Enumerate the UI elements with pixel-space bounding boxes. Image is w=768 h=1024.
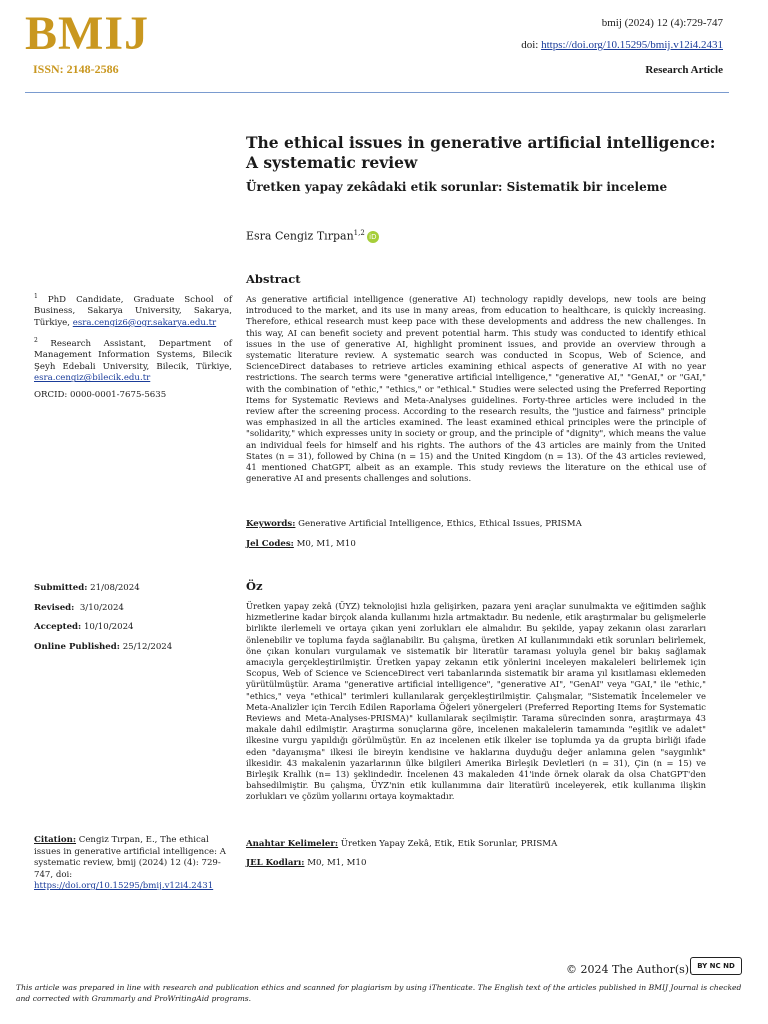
revised-date: [34, 603, 124, 615]
citation-line: bmij (2024) 12 (4):729-747: [601, 17, 723, 29]
revised-value: 3/10/2024: [79, 603, 124, 613]
accepted-label: Accepted:: [34, 622, 82, 632]
footer-note: This article was prepared in line with research and publication ethics and scanned for plagiarism by using iThenticate. The English text of the articles published in BMIJ Journal is checked and corrected with Grammarly and ProWritingAid programs.: [16, 983, 742, 1003]
aff2-text: Research Assistant, Department of Management Information Systems, Bilecik Şeyh Edebali University, Bilecik, Türkiye,: [34, 338, 232, 372]
affiliation-1: [34, 291, 232, 329]
author-name: Esra Cengiz Tırpan: [246, 229, 354, 243]
jel-label: Jel Codes:: [246, 539, 294, 549]
revised-label: Revised:: [34, 603, 75, 613]
anahtar-value: Üretken Yapay Zekâ, Etik, Etik Sorunlar, PRISMA: [338, 839, 558, 849]
affiliation-2: [34, 335, 232, 385]
orcid-line: ORCID: 0000-0001-7675-5635: [34, 390, 167, 400]
published-value: 25/12/2024: [122, 642, 173, 652]
aff2-sup: 2: [34, 337, 38, 344]
oz-heading: Öz: [246, 579, 263, 593]
orcid-icon[interactable]: iD: [367, 231, 379, 243]
oz-jel: [246, 858, 366, 868]
abstract-text: As generative artificial intelligence (generative AI) technology rapidly develops, new tools are being introduced to the market, and its use in many areas, from education to healthcare, is quickly increasing. Therefore, ethical research must keep pace with these developments and address the new challenges. In this way, AI can benefit society and prevent potential harm. This study was conducted to identify ethical issues in the use of generative AI, highlight prominent issues, and provide an overview through a systematic literature review. A systematic search was conducted in Scopus, Web of Science, and ScienceDirect databases to retrieve articles examining ethical aspects of generative AI with no year restrictions. The search terms were "generative artificial intelligence," "generative AI," "GenAI," or "GAI," with the combination of "ethic," "ethics," or "ethical." Studies were selected using the Preferred Reporting Items for Systematic Reviews and Meta-Analyses guidelines. Forty-three articles were included in the review after the screening process. According to the research results, the "justice and fairness" principle was emphasized in all the articles examined. The least examined ethical principles were the principle of "solidarity," which expresses unity in society or group, and the principle of "dignity", which means the value an individual feels for himself and his rights. The authors of the 43 articles are mainly from the United States (n = 31), followed by China (n = 15) and the United Kingdom (n = 13). Of the 43 articles reviewed, 41 mentioned ChatGPT, albeit as an example. This study reviews the literature on the ethical use of generative AI and presents challenges and solutions.: [246, 294, 706, 484]
aff1-text: PhD Candidate, Graduate School of Business, Sakarya University, Sakarya, Türkiye,: [34, 294, 233, 328]
aff1-sup: 1: [34, 293, 38, 300]
jel-kodlari-label: JEL Kodları:: [246, 858, 305, 868]
keywords-label: Keywords:: [246, 519, 296, 529]
doi-link[interactable]: https://doi.org/10.15295/bmij.v12i4.2431: [541, 39, 723, 51]
author-sup: 1,2: [353, 229, 365, 237]
oz-text: Üretken yapay zekâ (ÜYZ) teknolojisi hızla gelişirken, pazara yeni araçlar sunulmakta ve eğitimden sağlık hizmetlerine kadar birçok alanda kullanımı hızla artmaktadır. Bu nedenle, etik araştırmalar bu gelişmelerle birlikte ilerlemeli ve ortaya çıkan yeni zorlukları ele almalıdır. Bu şekilde, yapay zekanın olası zararları önlenebilir ve topluma fayda sağlanabilir. Bu çalışma, üretken AI kullanımındaki etik sorunları belirlemek, öne çıkan konuları vurgulamak ve sistematik bir literatür taraması yoluyla genel bir bakış sağlamak amacıyla gerçekleştirilmiştir. Üretken yapay zekanın etik yönlerini inceleyen makaleleri belirlemek için Scopus, Web of Science ve ScienceDirect veri tabanlarında sistematik bir arama yıl kısıtlaması eklemeden yürütülmüştür. Arama "generative artificial intelligence", "generative AI", "GenAI" veya "GAI," ile "ethic," "ethics," veya "ethical" terimleri kullanılarak gerçekleştirilmiştir. Çalışmalar, "Sistematik İncelemeler ve Meta-Analizler için Tercih Edilen Raporlama Öğeleri yönergeleri (Preferred Reporting Items for Systematic Reviews and Meta-Analyses-PRISMA)" kullanılarak seçilmiştir. Tarama sürecinden sonra, araştırmaya 43 makale dahil edilmiştir. Araştırma sonuçlarına göre, incelenen makalelerin tamamında "eşitlik ve adalet" ilkesine vurgu yapıldığı görülmüştür. En az incelenen etik ilkeler ise toplumda ya da grupta birliği ifade eden "dayanışma" ilkesi ile bireyin kendisine ve haklarına duyduğu değer anlamına gelen "saygınlık" ilkesidir. 43 makalenin yazarlarının ülke bilgileri Amerika Birleşik Devletleri (n = 31), Çin (n = 15) ve Birleşik Krallık (n= 13) şeklindedir. İncelenen 43 makaleden 41'inde örnek olarak da olsa ChatGPT'den bahsedilmiştir. Bu çalışma, ÜYZ'nin etik kullanımına dair literatürü inceleyerek, etik kullanıma ilişkin zorlukları ve çözüm yollarını ortaya koymaktadır.: [246, 601, 706, 802]
cc-license-icon[interactable]: [690, 957, 742, 975]
keywords-value: Generative Artificial Intelligence, Ethics, Ethical Issues, PRISMA: [295, 519, 582, 529]
accepted-date: [34, 622, 134, 634]
doi-label: doi:: [521, 39, 542, 51]
article-title: The ethical issues in generative artificial intelligence: A systematic review: [246, 133, 716, 172]
aff1-email-link[interactable]: esra.cengiz6@ogr.sakarya.edu.tr: [72, 317, 217, 328]
jel-kodlari-value: M0, M1, M10: [304, 858, 367, 868]
copyright: © 2024 The Author(s).: [566, 963, 693, 976]
doi-line: [521, 39, 723, 51]
citation-block: [34, 835, 230, 893]
abstract-keywords: [246, 519, 582, 529]
jel-value: M0, M1, M10: [293, 539, 356, 549]
citation-label: Citation:: [34, 835, 77, 845]
accepted-value: 10/10/2024: [83, 622, 134, 632]
issn: ISSN: 2148-2586: [33, 62, 119, 76]
cc-badge-text: BY NC ND: [697, 962, 735, 970]
submitted-value: 21/08/2024: [90, 583, 140, 593]
published-date: [34, 642, 172, 654]
author: [246, 229, 379, 243]
header-rule: [25, 92, 729, 93]
submitted-date: [34, 583, 140, 595]
citation-text: Cengiz Tırpan, E., The ethical issues in generative artificial intelligence: A systematic review, bmij (2024) 12 (4): 729-747, doi:: [34, 835, 226, 880]
anahtar-label: Anahtar Kelimeler:: [246, 839, 339, 849]
abstract-heading: Abstract: [246, 272, 301, 286]
journal-logo: BMIJ: [25, 7, 149, 60]
article-subtitle: Üretken yapay zekâdaki etik sorunlar: Sistematik bir inceleme: [246, 180, 668, 194]
citation-doi-link[interactable]: https://doi.org/10.15295/bmij.v12i4.2431: [34, 881, 214, 891]
submitted-label: Submitted:: [34, 583, 88, 593]
abstract-jel: [246, 539, 356, 549]
oz-keywords: [246, 839, 557, 849]
aff2-email-link[interactable]: esra.cengiz@bilecik.edu.tr: [34, 373, 151, 384]
article-type: Research Article: [645, 64, 723, 76]
published-label: Online Published:: [34, 642, 120, 652]
